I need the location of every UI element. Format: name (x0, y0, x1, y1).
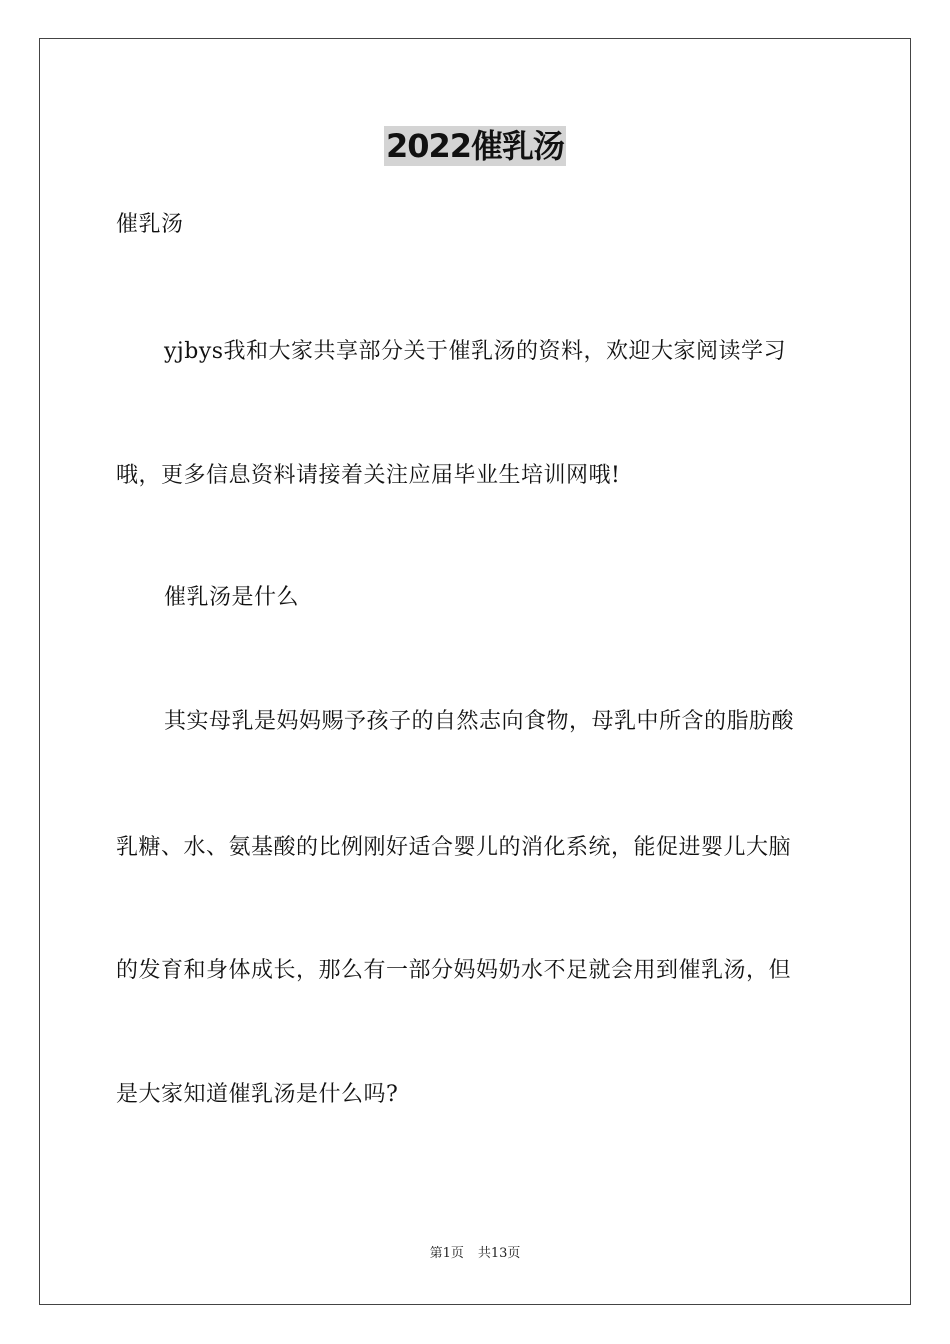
paragraph-line: 乳糖、水、氨基酸的比例刚好适合婴儿的消化系统，能促进婴儿大脑 (116, 835, 792, 860)
title-container (0, 126, 950, 166)
paragraph-line: 是大家知道催乳汤是什么吗? (116, 1082, 399, 1107)
page-total: 共13页 (477, 1246, 521, 1261)
section-heading: 催乳汤是什么 (164, 585, 300, 610)
paragraph-line: 其实母乳是妈妈赐予孩子的自然志向食物，母乳中所含的脂肪酸 (164, 709, 795, 734)
page-number: 第1页 (429, 1246, 464, 1261)
paragraph-line: 哦，更多信息资料请接着关注应届毕业生培训网哦! (116, 463, 621, 488)
paragraph-line: yjbys我和大家共享部分关于催乳汤的资料，欢迎大家阅读学习 (164, 339, 787, 364)
document-title: 2022催乳汤 (385, 127, 565, 165)
document-subtitle: 催乳汤 (116, 212, 184, 237)
page-footer (0, 1245, 950, 1263)
paragraph-line: 的发育和身体成长，那么有一部分妈妈奶水不足就会用到催乳汤，但 (116, 958, 792, 983)
